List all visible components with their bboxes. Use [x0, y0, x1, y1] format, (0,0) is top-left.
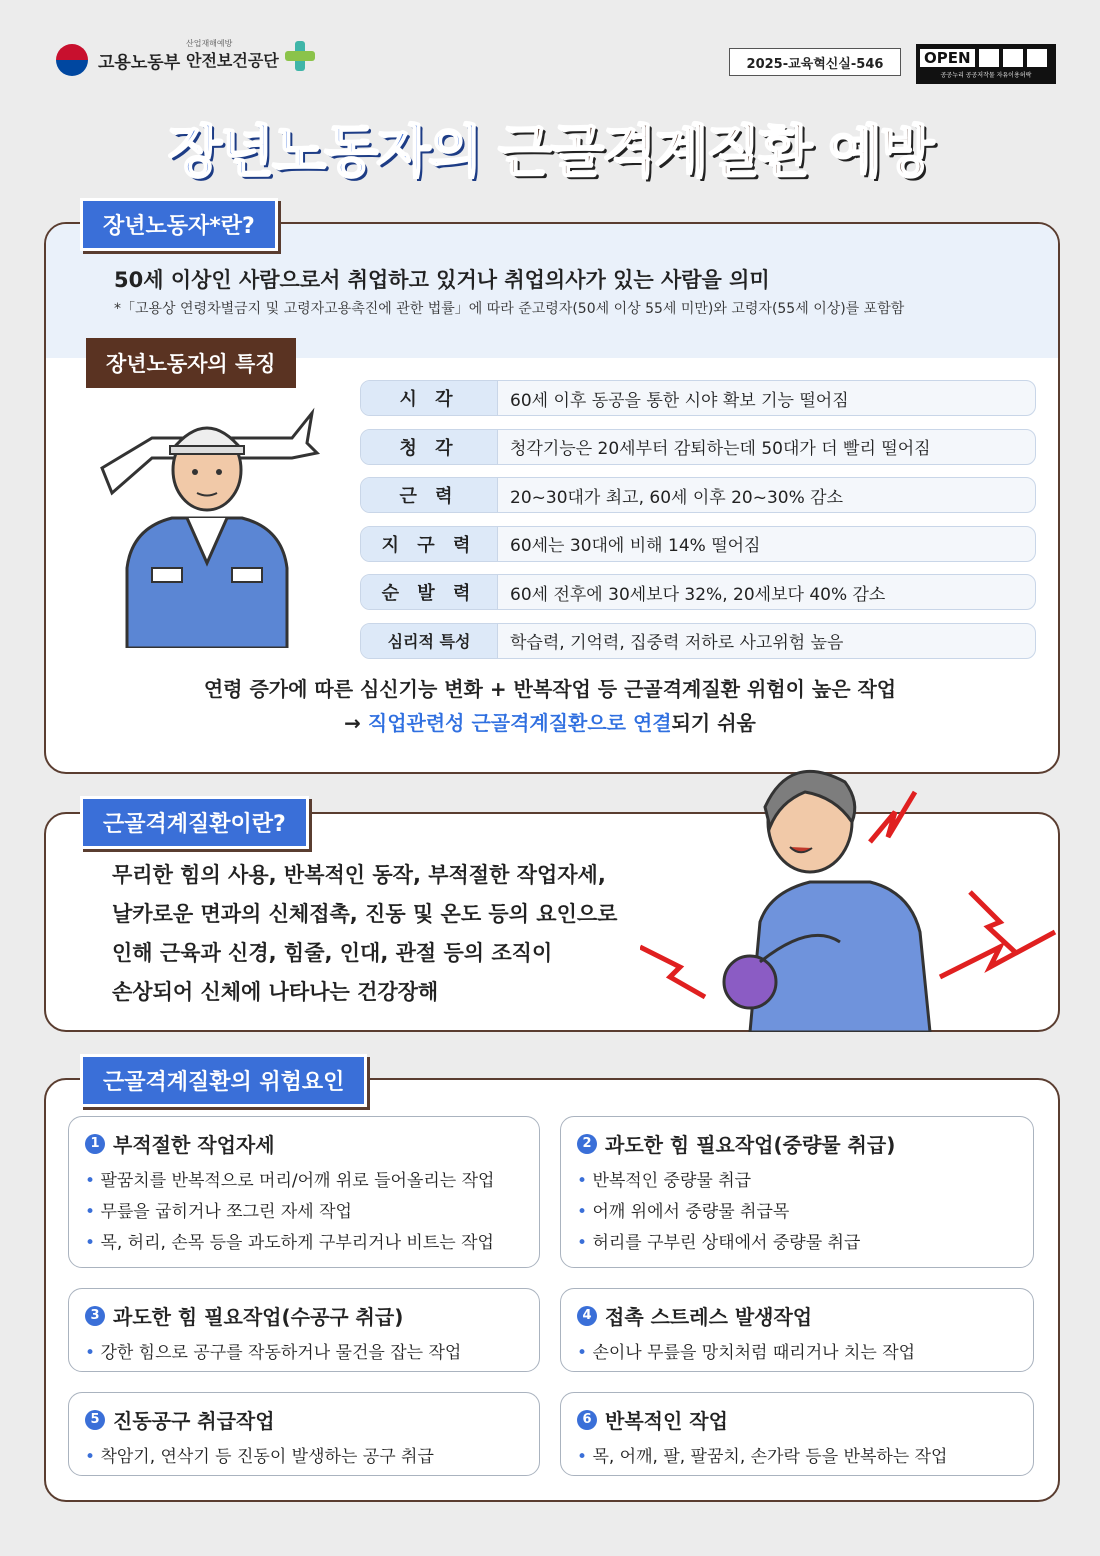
pain-bolt-icon — [970, 892, 1015, 952]
risk-number-badge: 1 — [85, 1134, 105, 1154]
feature-row — [360, 526, 1036, 562]
features-tab: 장년노동자의 특징 — [86, 338, 296, 388]
conclusion — [44, 672, 1056, 740]
feature-label: 청 각 — [361, 430, 498, 464]
feature-row — [360, 574, 1036, 610]
risk-item: • 허리를 구부린 상태에서 중량물 취급 — [577, 1228, 1017, 1259]
pain-bolt-icon — [870, 792, 915, 842]
agency-logo — [186, 40, 315, 71]
risk-card — [560, 1392, 1034, 1476]
feature-text: 학습력, 기억력, 집중력 저하로 사고위험 높음 — [510, 633, 844, 653]
section2-tab: 근골격계질환이란? — [80, 796, 309, 849]
risk-card — [68, 1116, 540, 1268]
risk-item: • 손이나 무릎을 망치처럼 때리거나 치는 작업 — [577, 1338, 1017, 1369]
risk-item: • 팔꿈치를 반복적으로 머리/어깨 위로 들어올리는 작업 — [85, 1166, 523, 1197]
ministry-logo — [56, 44, 180, 76]
msd-definition-text — [112, 856, 617, 1012]
taegeuk-icon — [56, 44, 88, 76]
conclusion-highlight: 직업관련성 근골격계질환으로 연결 — [367, 711, 672, 735]
msd-line: 날카로운 면과의 신체접촉, 진동 및 온도 등의 요인으로 — [112, 902, 618, 926]
feature-row — [360, 623, 1036, 659]
risk-card — [560, 1288, 1034, 1372]
risk-title: 진동공구 취급작업 — [113, 1409, 275, 1433]
risk-number-badge: 5 — [85, 1410, 105, 1430]
feature-text: 60세 전후에 30세보다 32%, 20세보다 40% 감소 — [510, 584, 886, 605]
risk-card — [68, 1392, 540, 1476]
pain-illustration — [640, 752, 1060, 1032]
conclusion-tail: 되기 쉬움 — [671, 711, 756, 735]
feature-label: 심리적 특성 — [361, 624, 498, 658]
risk-item: • 무릎을 굽히거나 쪼그린 자세 작업 — [85, 1197, 523, 1228]
risk-title: 접촉 스트레스 발생작업 — [605, 1305, 813, 1329]
msd-line: 무리한 힘의 사용, 반복적인 동작, 부적절한 작업자세, — [112, 863, 606, 887]
feature-label: 순 발 력 — [361, 575, 498, 609]
risk-item: • 목, 허리, 손목 등을 과도하게 구부리거나 비트는 작업 — [85, 1228, 523, 1259]
feature-label: 시 각 — [361, 381, 498, 415]
risk-card — [68, 1288, 540, 1372]
risk-title: 반복적인 작업 — [605, 1409, 728, 1433]
risk-title: 부적절한 작업자세 — [113, 1133, 275, 1157]
risk-number-badge: 2 — [577, 1134, 597, 1154]
title-part2: 근골격계질환 예방 — [497, 120, 933, 185]
open-label: OPEN — [920, 49, 975, 67]
risk-item: • 강한 힘으로 공구를 작동하거나 물건을 잡는 작업 — [85, 1338, 523, 1369]
risk-number-badge: 4 — [577, 1306, 597, 1326]
title-part1: 장년노동자의 — [167, 120, 481, 185]
conclusion-line1: 연령 증가에 따른 심신기능 변화 + 반복작업 등 근골격계질환 위험이 높은 작업 — [203, 677, 897, 701]
msd-line: 손상되어 신체에 나타나는 건강장해 — [112, 980, 439, 1004]
risk-item: • 목, 어깨, 팔, 팔꿈치, 손가락 등을 반복하는 작업 — [577, 1442, 1017, 1473]
worker-illustration — [92, 398, 322, 648]
kosha-cross-icon — [285, 41, 315, 71]
open-license-badge — [916, 44, 1056, 84]
section1-tab: 장년노동자*란? — [80, 198, 278, 251]
msd-line: 인해 근육과 신경, 힘줄, 인대, 관절 등의 조직이 — [112, 941, 553, 965]
risk-title: 과도한 힘 필요작업(중량물 취급) — [605, 1133, 896, 1157]
feature-text: 청각기능은 20세부터 감퇴하는데 50대가 더 빨리 떨어짐 — [510, 439, 931, 459]
agency-small-label: 산업재해예방 — [186, 39, 233, 48]
document-number: 2025-교육혁신실-546 — [729, 48, 901, 76]
feature-text: 20~30대가 최고, 60세 이후 20~30% 감소 — [510, 487, 844, 508]
pain-bolt-icon — [640, 947, 705, 997]
agency-name: 안전보건공단 — [186, 51, 279, 70]
risk-card — [560, 1116, 1034, 1268]
feature-row — [360, 477, 1036, 513]
features-list — [360, 380, 1036, 659]
page-title — [0, 108, 1100, 188]
conclusion-arrow: → — [344, 711, 368, 735]
feature-row — [360, 429, 1036, 465]
risk-item: • 어깨 위에서 중량물 취급목 — [577, 1197, 1017, 1228]
license-noncommercial-icon — [1003, 49, 1023, 67]
risk-title: 과도한 힘 필요작업(수공구 취급) — [113, 1305, 404, 1329]
license-attribution-icon — [979, 49, 999, 67]
feature-label: 지 구 력 — [361, 527, 498, 561]
open-caption: 공공누리 공공저작물 자유이용허락 — [940, 72, 1032, 79]
risk-item: • 착암기, 연삭기 등 진동이 발생하는 공구 취급 — [85, 1442, 523, 1473]
feature-row — [360, 380, 1036, 416]
risk-number-badge: 6 — [577, 1410, 597, 1430]
feature-label: 근 력 — [361, 478, 498, 512]
definition-text: 50세 이상인 사람으로서 취업하고 있거나 취업의사가 있는 사람을 의미 — [114, 268, 770, 292]
feature-text: 60세 이후 동공을 통한 시야 확보 기능 떨어짐 — [510, 390, 849, 411]
section3-tab: 근골격계질환의 위험요인 — [80, 1054, 367, 1107]
feature-text: 60세는 30대에 비해 14% 떨어짐 — [510, 536, 761, 556]
risk-item: • 반복적인 중량물 취급 — [577, 1166, 1017, 1197]
risk-number-badge: 3 — [85, 1306, 105, 1326]
definition-note: *「고용상 연령차별금지 및 고령자고용촉진에 관한 법률」에 따라 준고령자(50세 이상 55세 미만)와 고령자(55세 이상)를 포함함 — [114, 301, 905, 317]
ministry-name: 고용노동부 — [98, 52, 181, 73]
license-noderiv-icon — [1027, 49, 1047, 67]
